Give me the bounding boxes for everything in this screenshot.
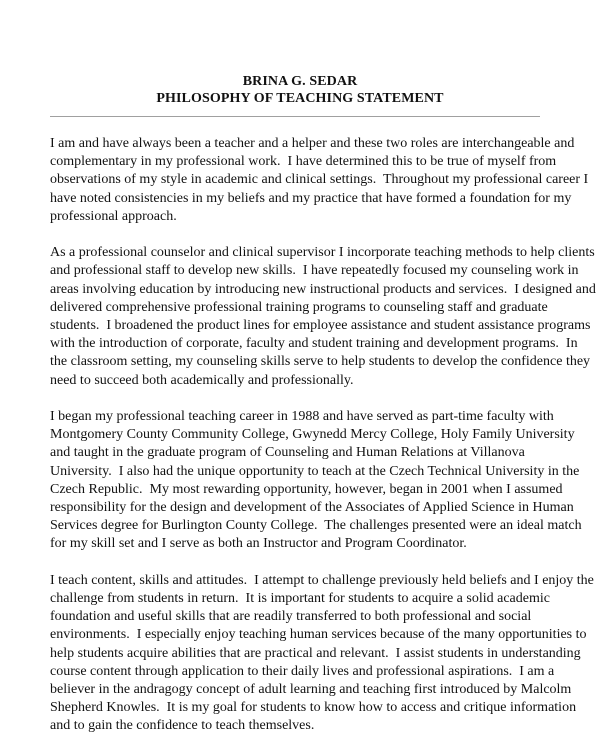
paragraph-line: complementary in my professional work. I have determined this to be true of myself from	[50, 154, 557, 170]
paragraph-line: and taught in the graduate program of Counseling and Human Relations at Villanova	[50, 445, 525, 461]
paragraph-line: Shepherd Knowles. It is my goal for students to know how to access and critique information	[50, 700, 577, 716]
paragraph-line: believer in the andragogy concept of adult learning and teaching first introduced by Malcolm	[50, 682, 572, 698]
paragraph	[50, 135, 589, 226]
paragraph-line: and professional staff to develop new skills. I have repeatedly focused my counseling work in	[50, 263, 579, 279]
paragraph-line: I began my professional teaching career in 1988 and have served as part-time faculty with	[50, 409, 554, 425]
paragraph-line: and to gain the confidence to teach themselves.	[50, 718, 315, 734]
paragraph-line: Czech Republic. My most rewarding opportunity, however, began in 2001 when I assumed	[50, 481, 563, 497]
paragraph	[50, 244, 596, 390]
paragraph-line: have noted consistencies in my beliefs and my practice that have formed a foundation for my	[50, 190, 572, 206]
paragraph-line: I teach content, skills and attitudes. I attempt to challenge previously held beliefs and I enjoy the	[50, 572, 594, 588]
paragraph-line: University. I also had the unique opportunity to teach at the Czech Technical University in the	[50, 463, 580, 479]
paragraph-line: Services degree for Burlington County College. The challenges presented were an ideal match	[50, 518, 582, 534]
paragraph-line: help students acquire abilities that are practical and relevant. I assist students in understanding	[50, 645, 581, 661]
paragraph-line: observations of my style in academic and clinical settings. Throughout my professional career I	[50, 172, 589, 188]
header-divider	[50, 116, 540, 117]
paragraph-line: areas involving education by introducing new instructional products and services. I designed and	[50, 281, 596, 297]
paragraph-line: the classroom setting, my counseling skills serve to help students to develop the confidence they	[50, 354, 591, 370]
paragraph-line: responsibility for the design and development of the Associates of Applied Science in Human	[50, 500, 574, 516]
paragraph-line: for my skill set and I serve as both an Instructor and Program Coordinator.	[50, 536, 467, 552]
paragraph-line: Montgomery County Community College, Gwynedd Mercy College, Holy Family University	[50, 427, 575, 443]
paragraph-line: with the introduction of corporate, faculty and student training and development programs. In	[50, 336, 578, 352]
paragraph-line: I am and have always been a teacher and a helper and these two roles are interchangeable and	[50, 136, 575, 151]
paragraph-line: need to succeed both academically and professionally.	[50, 372, 354, 388]
document-body	[50, 135, 596, 754]
paragraph-line: foundation and useful skills that are readily transferred to both professional and social	[50, 609, 532, 625]
paragraph	[50, 408, 582, 554]
paragraph-line: environments. I especially enjoy teaching human services because of the many opportunities to	[50, 627, 587, 643]
document-title: PHILOSOPHY OF TEACHING STATEMENT	[156, 91, 444, 106]
paragraph-line: delivered comprehensive professional training programs to counseling staff and graduate	[50, 299, 548, 315]
paragraph-line: challenge from students in return. It is important for students to acquire a solid academic	[50, 591, 550, 607]
paragraph-line: course content through application to their daily lives and professional aspirations. I am a	[50, 663, 555, 679]
paragraph-line: professional approach.	[50, 208, 177, 224]
paragraph	[50, 572, 594, 736]
document-header	[0, 73, 600, 107]
paragraph-line: students. I broadened the product lines for employee assistance and student assistance programs	[50, 318, 591, 334]
paragraph-line: As a professional counselor and clinical supervisor I incorporate teaching methods to help clients	[50, 245, 595, 261]
author-name: BRINA G. SEDAR	[242, 74, 358, 89]
